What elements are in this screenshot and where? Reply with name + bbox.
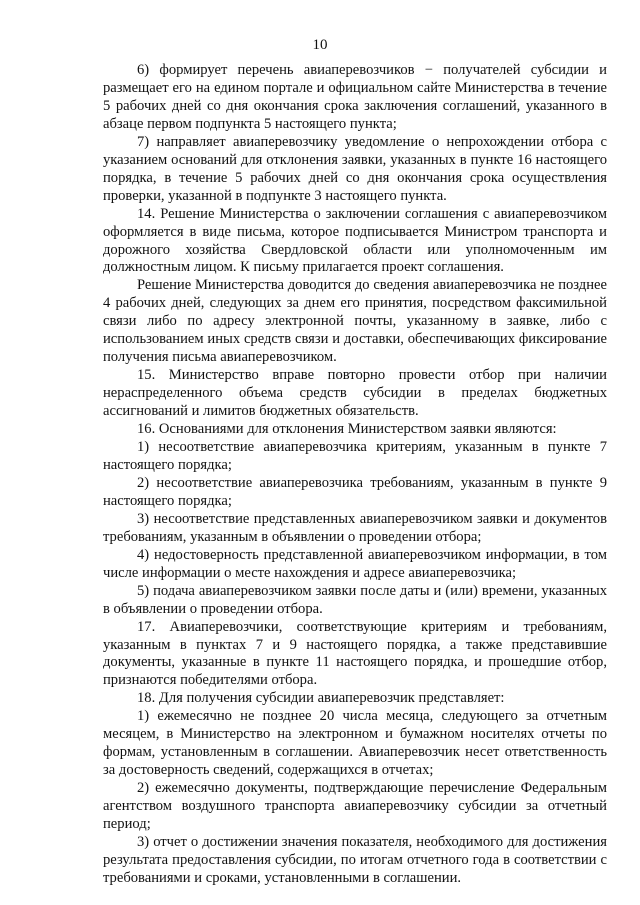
paragraph: 15. Министерство вправе повторно провести отбор при наличии нераспределенного объема средств субсидии в пределах бюджетных ассигнований и лимитов бюджетных обязательств. bbox=[103, 367, 607, 420]
page-number: 10 bbox=[312, 37, 328, 53]
paragraph: 16. Основаниями для отклонения Министерством заявки являются: bbox=[137, 421, 557, 438]
paragraph: 18. Для получения субсидии авиаперевозчик представляет: bbox=[137, 690, 505, 707]
paragraph: 3) несоответствие представленных авиаперевозчиком заявки и документов требованиям, указанным в объявлении о проведении отбора; bbox=[103, 510, 607, 545]
paragraph: 1) несоответствие авиаперевозчика критериям, указанным в пункте 7 настоящего порядка; bbox=[103, 439, 607, 473]
paragraph: 2) несоответствие авиаперевозчика требованиям, указанным в пункте 9 настоящего порядка; bbox=[103, 474, 607, 509]
paragraph: Решение Министерства доводится до сведения авиаперевозчика не позднее 4 рабочих дней, следующих за днем его принятия, посредством факсимильной связи либо по адресу электронной почты, указанному в заявке, либо с использованием иных средств связи и доставки, обеспечивающих фиксирование получения письма авиаперевозчиком. bbox=[103, 277, 607, 366]
paragraph: 14. Решение Министерства о заключении соглашения с авиаперевозчиком оформляется в виде письма, которое подписывается Министром транспорта и дорожного хозяйства Свердловской области или уполномоченным им должностным лицом. К письму прилагается проект соглашения. bbox=[103, 205, 607, 276]
paragraph: 7) направляет авиаперевозчику уведомление о непрохождении отбора с указанием оснований для отклонения заявки, указанных в пункте 16 настоящего порядка, в течение 5 рабочих дней со дня окончания срока осуществления проверки, указанной в подпункте 3 настоящего пункта. bbox=[103, 133, 607, 204]
paragraph: 1) ежемесячно не позднее 20 числа месяца, следующего за отчетным месяцем, в Министерство на электронном и бумажном носителях отчеты по формам, установленным в соглашении. Авиаперевозчик несет ответственность за достоверность сведений, содержащихся в отчетах; bbox=[103, 708, 607, 779]
paragraph: 5) подача авиаперевозчиком заявки после даты и (или) времени, указанных в объявлении о проведении отбора. bbox=[103, 582, 607, 617]
document-body bbox=[103, 62, 607, 888]
paragraph: 3) отчет о достижении значения показателя, необходимого для достижения результата предоставления субсидии, по итогам отчетного года в соответствии с требованиями и сроками, установленными в соглашении. bbox=[103, 833, 607, 886]
paragraph: 2) ежемесячно документы, подтверждающие перечисление Федеральным агентством воздушного транспорта авиаперевозчику субсидии за отчетный период; bbox=[103, 780, 607, 833]
paragraph: 17. Авиаперевозчики, соответствующие критериям и требованиям, указанным в пунктах 7 и 9 настоящего порядка, а также представившие документы, указанные в пункте 11 настоящего порядка, и прошедшие отбор, признаются победителями отбора. bbox=[103, 618, 607, 689]
paragraph: 6) формирует перечень авиаперевозчиков − получателей субсидии и размещает его на едином портале и официальном сайте Министерства в течение 5 рабочих дней со дня окончания срока заключения соглашений, указанного в абзаце первом подпункта 5 настоящего пункта; bbox=[103, 62, 607, 132]
paragraph: 4) недостоверность представленной авиаперевозчиком информации, в том числе информации о месте нахождения и адресе авиаперевозчика; bbox=[103, 546, 607, 581]
